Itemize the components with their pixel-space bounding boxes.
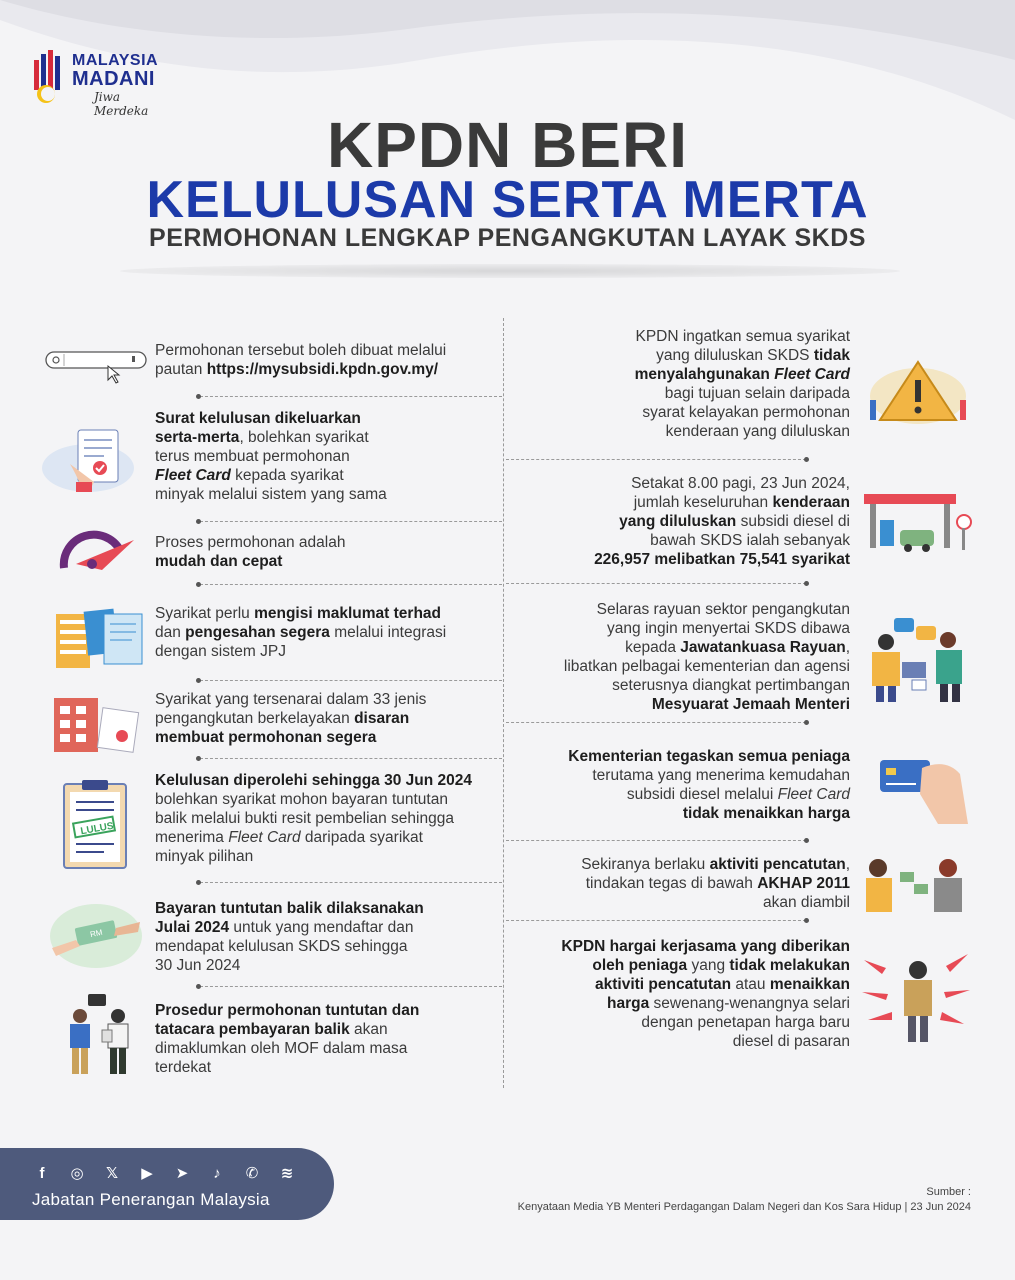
whatsapp-icon[interactable]: ✆ <box>245 1165 259 1182</box>
meeting-icon <box>866 614 970 704</box>
right-separator <box>506 840 806 841</box>
thumbs-up-icon <box>858 940 974 1044</box>
left-separator <box>200 396 502 397</box>
page-title-line1: KPDN BERI <box>326 109 689 181</box>
left-separator <box>200 584 502 585</box>
left-separator <box>200 986 502 987</box>
right-item-5-text: Sekiranya berlaku aktiviti pencatutan, tindakan tegas di bawah AKHAP 2011 akan diambil <box>581 856 850 911</box>
separator-dot <box>196 984 201 989</box>
source-text: Kenyataan Media YB Menteri Perdagangan Dalam Negeri dan Kos Sara Hidup | 23 Jun 2024 <box>517 1201 971 1213</box>
right-separator <box>506 459 806 460</box>
separator-dot <box>804 581 809 586</box>
logo-line2: MADANI <box>72 68 155 90</box>
left-item-3-text: Proses permohonan adalah mudah dan cepat <box>155 534 346 570</box>
page-subtitle: PERMOHONAN LENGKAP PENGANGKUTAN LAYAK SKDS <box>149 224 866 252</box>
malaysia-madani-logo <box>32 48 172 118</box>
separator-dot <box>804 457 809 462</box>
building-documents-icon <box>52 604 148 670</box>
money-exchange-icon <box>860 854 968 916</box>
cash-payment-icon <box>46 898 146 970</box>
right-item-2-text: Setakat 8.00 pagi, 23 Jun 2024, jumlah keseluruhan kenderaan yang diluluskan subsidi diesel di bawah SKDS ialah sebanyak 226,957 melibatkan 75,541 syarikat <box>594 475 850 568</box>
separator-dot <box>804 838 809 843</box>
separator-dot <box>196 756 201 761</box>
right-separator <box>506 583 806 584</box>
page-title-line2: KELULUSAN SERTA MERTA <box>146 171 869 229</box>
x-icon[interactable]: 𝕏 <box>105 1165 119 1182</box>
separator-dot <box>196 519 201 524</box>
left-separator <box>200 758 502 759</box>
search-bar-icon <box>44 346 150 386</box>
separator-dot <box>196 394 201 399</box>
separator-dot <box>196 880 201 885</box>
speedometer-icon <box>56 530 138 574</box>
source-label: Sumber : <box>926 1186 971 1198</box>
left-item-7-text: Bayaran tuntutan balik dilaksanakan Julai 2024 untuk yang mendaftar dan mendapat kelulusan SKDS sehingga 30 Jun 2024 <box>155 900 424 974</box>
fuel-station-icon <box>860 490 974 554</box>
tiktok-icon[interactable]: ♪ <box>213 1165 221 1182</box>
right-item-4-text: Kementerian tegaskan semua peniaga terutama yang menerima kemudahan subsidi diesel melalui Fleet Card tidak menaikkan harga <box>568 748 850 822</box>
instagram-icon[interactable]: ◎ <box>70 1165 84 1182</box>
madani-logo-icon <box>32 50 68 106</box>
logo-tagline: Jiwa Merdeka <box>94 90 149 118</box>
right-item-6-text: KPDN hargai kerjasama yang diberikan oleh peniaga yang tidak melakukan aktiviti pencatutan atau menaikkan harga sewenang-wenangnya selari dengan penetapan harga baru diesel di pasaran <box>561 938 850 1050</box>
title-shadow-divider <box>120 264 900 278</box>
left-item-5-text: Syarikat yang tersenarai dalam 33 jenis pengangkutan berkelayakan disaran membuat permohonan segera <box>155 691 427 746</box>
left-separator <box>200 680 502 681</box>
lulus-clipboard-icon <box>60 778 130 870</box>
youtube-icon[interactable]: ▶ <box>141 1165 153 1182</box>
approval-letter-icon <box>40 424 144 496</box>
separator-dot <box>804 918 809 923</box>
left-item-6-text: Kelulusan diperolehi sehingga 30 Jun 2024 bolehkan syarikat mohon bayaran tuntutan balik melalui bukti resit pembelian sehingga menerima Fleet Card daripada syarikat minyak pilihan <box>155 772 472 865</box>
left-item-4-text: Syarikat perlu mengisi maklumat terhad dan pengesahan segera melalui integrasi dengan sistem JPJ <box>155 605 447 660</box>
footer-organization: Jabatan Penerangan Malaysia <box>32 1190 270 1209</box>
svg-text:RM: RM <box>89 927 104 940</box>
separator-dot <box>196 678 201 683</box>
right-separator <box>506 920 806 921</box>
fleet-card-icon <box>876 754 972 826</box>
left-separator <box>200 882 502 883</box>
left-item-8-text: Prosedur permohonan tuntutan dan tatacara pembayaran balik akan dimaklumkan oleh MOF dalam masa terdekat <box>155 1002 420 1076</box>
telegram-icon[interactable]: ➤ <box>175 1165 189 1182</box>
separator-dot <box>804 720 809 725</box>
logo-line1: MALAYSIA <box>72 52 159 69</box>
left-item-1-text: Permohonan tersebut boleh dibuat melalui pautan https://mysubsidi.kpdn.gov.my/ <box>155 342 447 378</box>
left-item-2-text: Surat kelulusan dikeluarkan serta-merta, bolehkan syarikat terus membuat permohonan Fleet Card kepada syarikat minyak melalui sistem yang sama <box>155 410 387 503</box>
spotify-icon[interactable]: ≋ <box>280 1165 294 1182</box>
right-item-1-text: KPDN ingatkan semua syarikat yang diluluskan SKDS tidak menyalahgunakan Fleet Card bagi tujuan selain daripada syarat kelayakan permohonan kenderaan yang diluluskan <box>634 328 850 440</box>
warning-icon <box>866 356 970 426</box>
svg-text:LULUS: LULUS <box>79 820 115 838</box>
social-links <box>30 1163 299 1185</box>
right-separator <box>506 722 806 723</box>
discussion-people-icon <box>62 992 142 1078</box>
right-item-3-text: Selaras rayuan sektor pengangkutan yang ingin menyertai SKDS dibawa kepada Jawatankuasa Rayuan, libatkan pelbagai kementerian dan agensi seterusnya diangkat pertimbangan Mesyuarat Jemaah Menteri <box>563 601 850 713</box>
left-separator <box>200 521 502 522</box>
office-checklist-icon <box>50 694 146 754</box>
separator-dot <box>196 582 201 587</box>
facebook-icon[interactable]: f <box>39 1165 45 1182</box>
